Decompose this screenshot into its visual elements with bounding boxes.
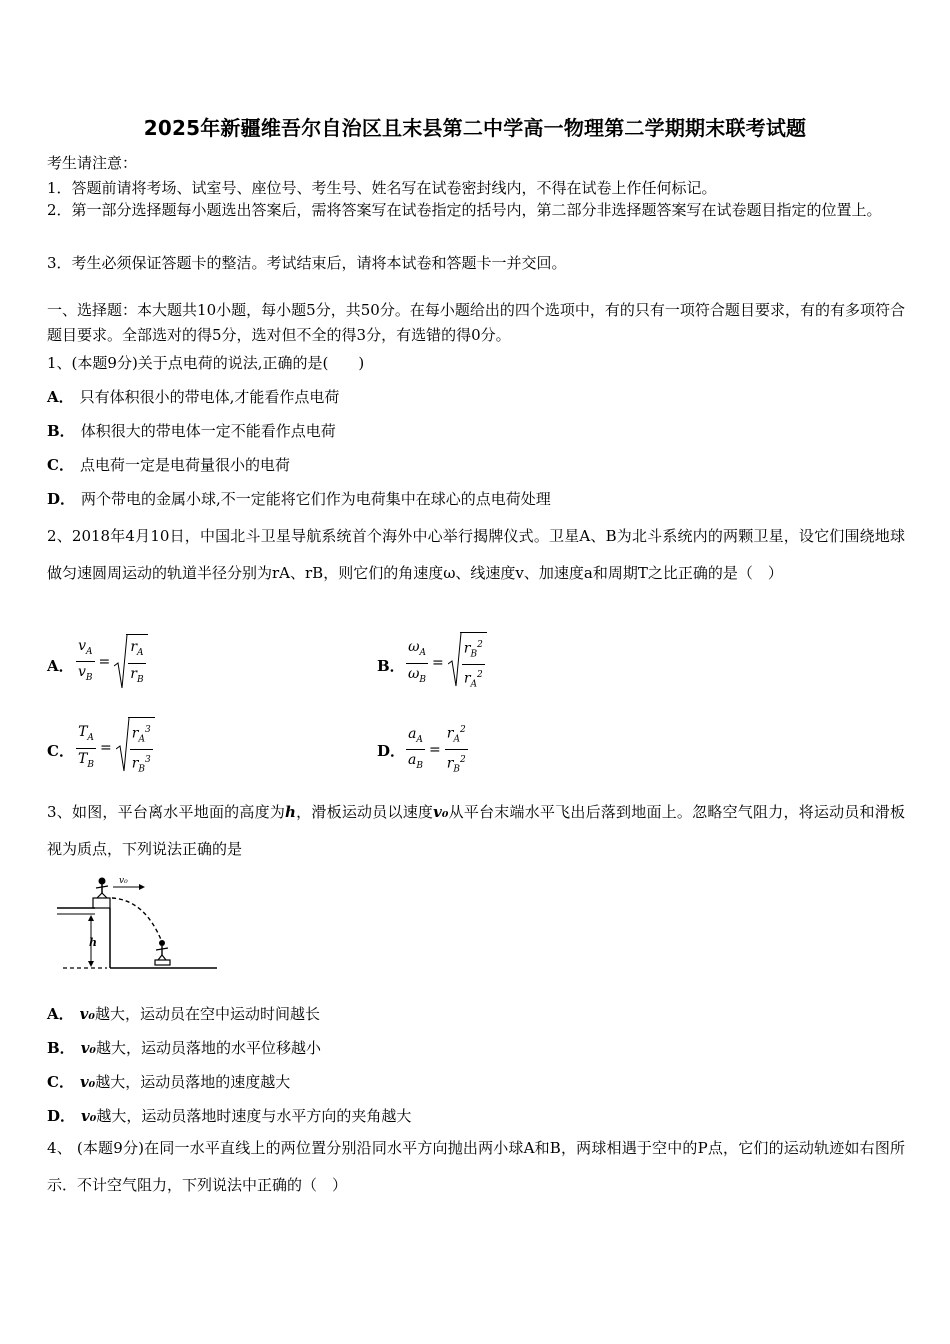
q1-option-d [47, 488, 551, 509]
exam-title: 2025年新疆维吾尔自治区且末县第二中学高一物理第二学期期末联考试题 [143, 116, 807, 140]
q2-option-d-formula: $\frac{a_A}{a_B}$ = $\frac{r_A^2}{r_B^2}$ [406, 720, 468, 780]
option-letter: C． [47, 456, 74, 474]
option-text: 只有体积很小的带电体,才能看作点电荷 [79, 388, 340, 406]
q3-option-a: A． v₀越大，运动员在空中运动时间越长 [47, 1005, 320, 1023]
q3-option-c: C． v₀越大，运动员落地的速度越大 [47, 1073, 291, 1091]
q2-option-c-formula: $\frac{T_A}{T_B}$ = $\frac{r_A^3}{r_B^3}$ [76, 717, 155, 780]
q3-option-b: B． v₀越大，运动员落地的水平位移越小 [47, 1039, 321, 1057]
figure-velocity-label: v₀ [119, 876, 128, 886]
q2-option-d-letter: D． [377, 742, 406, 760]
section-heading: 一、选择题：本大题共10小题，每小题5分，共50分。在每小题给出的四个选项中，有的只有一项符合题目要求，有的有多项符合题目要求。全部选对的得5分，选对但不全的得3分，有选错的得0分。 [47, 301, 905, 344]
q3-platform-figure [55, 870, 220, 975]
q2-option-a-letter: A． [47, 657, 74, 675]
option-text: 点电荷一定是电荷量很小的电荷 [79, 456, 290, 474]
q1-stem: 1、(本题9分)关于点电荷的说法,正确的是( ) [47, 354, 365, 372]
q2-option-a-formula: $\frac{v_A}{v_B}$ = $\frac{r_A}{r_B}$ [76, 634, 148, 690]
figure-height-label: h [89, 936, 97, 949]
option-text: 两个带电的金属小球,不一定能将它们作为电荷集中在球心的点电荷处理 [81, 490, 551, 508]
notice-heading: 考生请注意： [47, 154, 138, 172]
option-letter: B． [47, 422, 75, 440]
q4-stem: 4、 (本题9分)在同一水平直线上的两位置分别沿同水平方向抛出两小球A和B，两球相遇于空中的P点，它们的运动轨迹如右图所示．不计空气阻力，下列说法中正确的（ ） [47, 1139, 905, 1194]
q3-stem: 3、如图，平台离水平地面的高度为h，滑板运动员以速度v₀从平台末端水平飞出后落到地面上。忽略空气阻力，将运动员和滑板视为质点，下列说法正确的是 [47, 803, 905, 858]
q2-option-c-letter: C． [47, 742, 74, 760]
q1-option-b [47, 420, 336, 441]
option-text: 体积很大的带电体一定不能看作点电荷 [80, 422, 336, 440]
sqrt-sign-icon [448, 632, 462, 688]
notice-item-2: 2．第一部分选择题每小题选出答案后，需将答案写在试卷指定的括号内，第二部分非选择题答案写在试卷题目指定的位置上。 [47, 201, 882, 219]
option-letter: D． [47, 490, 76, 508]
sqrt-sign-icon [114, 634, 128, 690]
q1-option-c [47, 454, 290, 475]
q1-option-a [47, 386, 339, 407]
q3-option-d: D． v₀越大，运动员落地时速度与水平方向的夹角越大 [47, 1107, 412, 1125]
sqrt-sign-icon [116, 717, 130, 773]
option-letter: A． [47, 388, 74, 406]
notice-item-3: 3．考生必须保证答题卡的整洁。考试结束后，请将本试卷和答题卡一并交回。 [47, 254, 567, 272]
q2-option-b-formula: $\frac{\omega_A}{\omega_B}$ = $\frac{r_B^2}{r_A^2}$ [406, 632, 487, 695]
q2-option-b-letter: B． [377, 657, 405, 675]
q2-stem: 2、2018年4月10日，中国北斗卫星导航系统首个海外中心举行揭牌仪式。卫星A、B为北斗系统内的两颗卫星，设它们围绕地球做匀速圆周运动的轨道半径分别为rA、rB，则它们的角速度ω、线速度v、加速度a和周期T之比正确的是（ ） [47, 527, 905, 582]
notice-item-1: 1．答题前请将考场、试室号、座位号、考生号、姓名写在试卷密封线内，不得在试卷上作任何标记。 [47, 179, 717, 197]
